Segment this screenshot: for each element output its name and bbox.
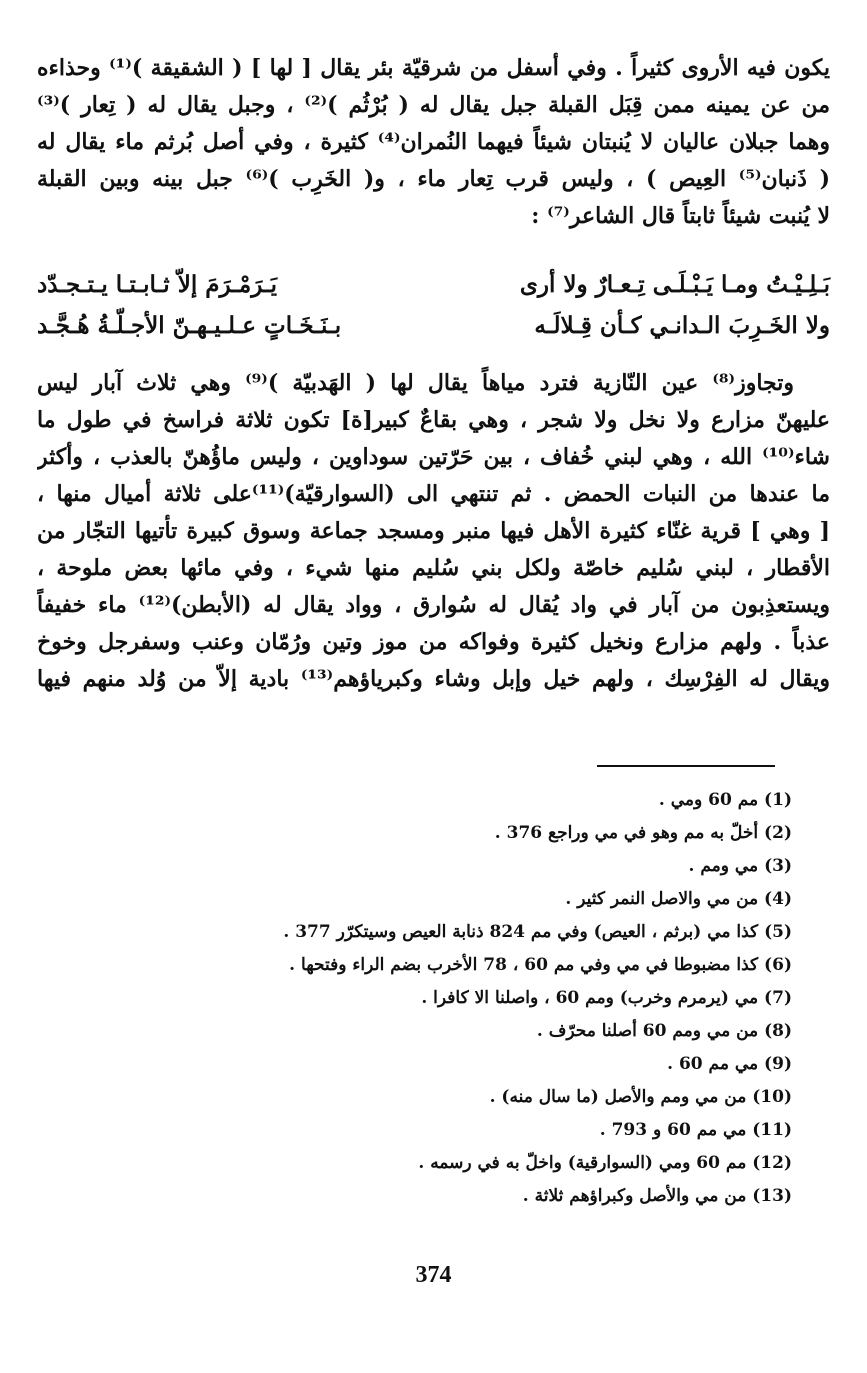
footnote: (12) مم 60 ومي (السوارقية) واخلّ به في رسمه .: [418, 1153, 792, 1173]
footnote: (9) مي مم 60 .: [667, 1054, 792, 1074]
text-line: ويقال له الفِرْسِك ، ولهم خيل وإبل وشاء وكبرياؤهم⁽¹³⁾ بادية إلاّ من وُلد منهم فيها: [37, 666, 830, 692]
footnote: (5) كذا مي (برثم ، العيص) وفي مم 824 ذنابة العيص وسيتكرّر 377 .: [283, 922, 792, 942]
footnote: (3) مي ومم .: [688, 856, 792, 876]
footnote: (4) من مي والاصل النمر كثير .: [565, 889, 792, 909]
text-line: ( ذَنبان⁽⁵⁾ العِيص ) ، وليس قرب تِعار ماء ، و( الخَرِب )⁽⁶⁾ جبل بينه وبين القبلة: [37, 166, 830, 192]
text-line: من عن يمينه ممن قِبَل القبلة جبل يقال له ( بُرْثُم )⁽²⁾ ، وجبل يقال له ( تِعار )⁽³⁾: [37, 92, 830, 118]
text-line: وتجاوز⁽⁸⁾ عين النّازية فترد مياهاً يقال لها ( الهَدبيّة )⁽⁹⁾ وهي ثلاث آبار ليس: [37, 370, 794, 396]
text-line: [ وهي ] قرية غنّاء كثيرة الأهل فيها منبر ومسجد جماعة وسوق كبيرة تأتيها التجّار من: [37, 518, 830, 544]
verse-second-hemistich: بـنَـخَـاتٍ عـلـيـهـنّ الأجـلّـةُ هُـجَّـد: [37, 312, 342, 339]
footnote: (11) مي مم 60 و 793 .: [599, 1120, 792, 1140]
text-line: لا يُنبت شيئاً ثابتاً قال الشاعر⁽⁷⁾ :: [531, 203, 830, 229]
poem-verse: [37, 305, 830, 346]
text-line: شاء⁽¹⁰⁾ الله ، وهي لبني خُفاف ، بين حَرّتين سوداوين ، وليس ماؤُهنّ بالعذب ، وأكثر: [37, 444, 830, 470]
text-line: ويستعذِبون من آبار في واد يُقال له سُوارق ، وواد يقال له (الأبطن)⁽¹²⁾ ماء خفيفاً: [37, 592, 830, 618]
footnote-divider: [597, 765, 775, 767]
body-paragraph-1: [37, 50, 830, 235]
footnote: (10) من مي ومم والأصل (ما سال منه) .: [489, 1087, 792, 1107]
text-line: الأقطار ، لبني سُليم خاصّة ولكل بني سُليم منها شيء ، وفي مائها بعض ملوحة ،: [37, 555, 830, 581]
text-line: وهما جبلان عاليان لا يُنبتان شيئاً فيهما النُمران⁽⁴⁾ كثيرة ، وفي أصل بُرثم ماء يقال له: [37, 129, 830, 155]
poem-verse: [37, 264, 830, 305]
poem-verses: [37, 264, 830, 346]
verse-first-hemistich: ولا الخَـرِبَ الـدانـي كـأن قِـلالَـه: [534, 312, 830, 339]
text-line: يكون فيه الأروى كثيراً . وفي أسفل من شرقيّة بئر يقال [ لها ] ( الشقيقة )⁽¹⁾ وحذاءه: [37, 55, 830, 81]
body-paragraph-2: [37, 365, 830, 698]
footnotes: [60, 784, 792, 1213]
verse-second-hemistich: يَـرَمْـرَمَ إلاّ ثـابـتـا يـتـجـدّد: [37, 271, 278, 298]
text-line: ما عندها من النبات الحمض . ثم تنتهي الى (السوارقيّة)⁽¹¹⁾على ثلاثة أميال منها ،: [37, 481, 830, 507]
footnote: (2) أخلّ به مم وهو في مي وراجع 376 .: [494, 823, 792, 843]
footnote: (1) مم 60 ومي .: [658, 790, 792, 810]
footnote: (13) من مي والأصل وكبراؤهم ثلاثة .: [522, 1186, 792, 1206]
page-number: 374: [415, 1262, 452, 1288]
text-line: عليهنّ مزارع ولا نخل ولا شجر ، وهي بقاعٌ كبير[ة] تكون ثلاثة فراسخ في طول ما: [37, 407, 830, 433]
footnote: (7) مي (يرمرم وخرب) ومم 60 ، واصلنا الا كافرا .: [421, 988, 792, 1008]
footnote: (6) كذا مضبوطا في مي وفي مم 60 ، 78 الأخرب بضم الراء وفتحها .: [289, 955, 792, 975]
text-line: عذباً . ولهم مزارع ونخيل كثيرة وفواكه من موز وتين ورُمّان وعنب وسفرجل وخوخ: [37, 629, 830, 655]
footnote: (8) من مي ومم 60 أصلنا محرّف .: [536, 1021, 792, 1041]
verse-first-hemistich: بَـلِـيْـتُ ومـا يَـبْـلَـى تِـعـارٌ ولا أرى: [519, 271, 830, 298]
